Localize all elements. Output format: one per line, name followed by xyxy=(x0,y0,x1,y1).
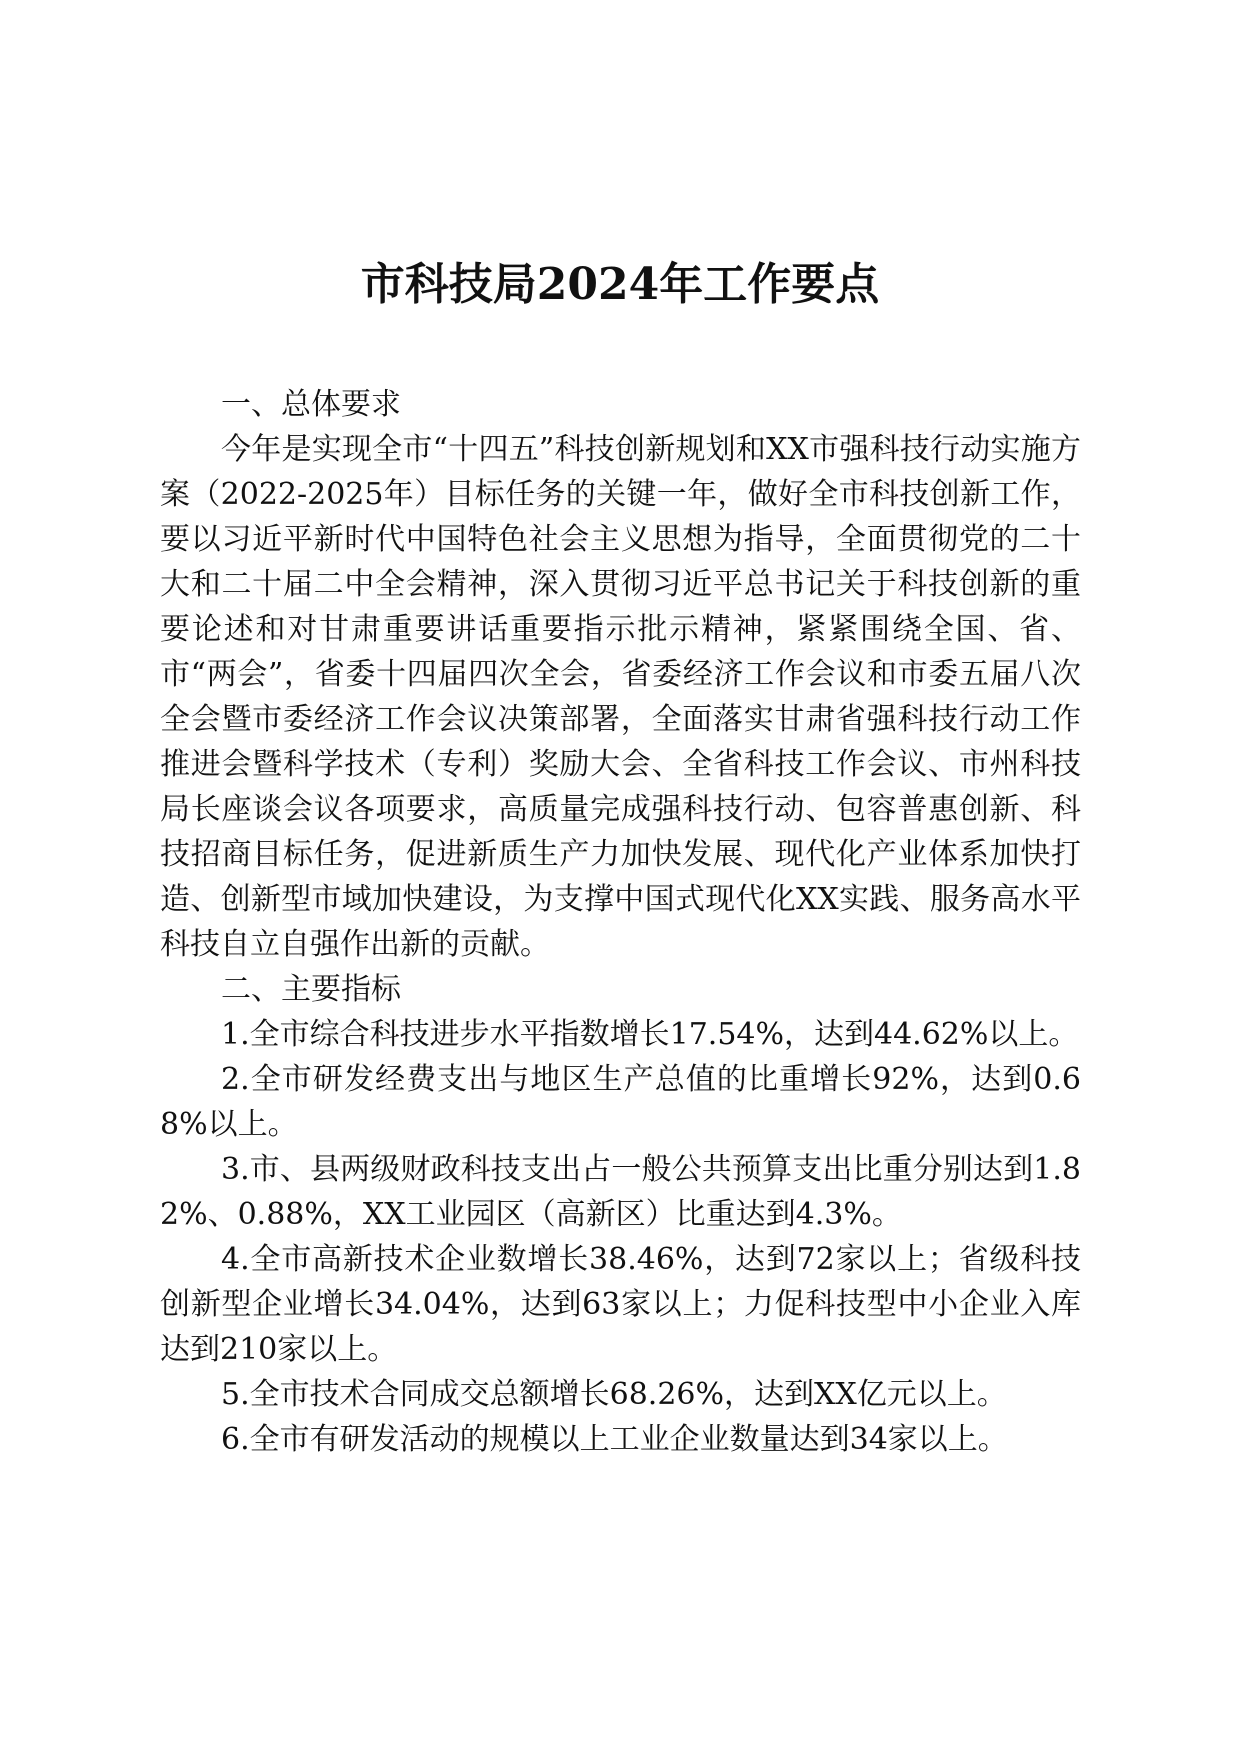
section-heading-general-requirements: 一、总体要求 xyxy=(221,387,401,422)
document-body xyxy=(160,382,1081,1462)
document-title: 市科技局2024年工作要点 xyxy=(360,259,880,310)
general-requirements-paragraph: 今年是实现全市“十四五”科技创新规划和XX市强科技行动实施方案（2022-2025年）目标任务的关键一年，做好全市科技创新工作，要以习近平新时代中国特色社会主义思想为指导，全面贯彻党的二十大和二十届二中全会精神，深入贯彻习近平总书记关于科技创新的重要论述和对甘肃重要讲话重要指示批示精神，紧紧围绕全国、省、市“两会”，省委十四届四次全会，省委经济工作会议和市委五届八次全会暨市委经济工作会议决策部署，全面落实甘肃省强科技行动工作推进会暨科学技术（专利）奖励大会、全省科技工作会议、市州科技局长座谈会议各项要求，高质量完成强科技行动、包容普惠创新、科技招商目标任务，促进新质生产力加快发展、现代化产业体系加快打造、创新型市域加快建设，为支撑中国式现代化XX实践、服务高水平科技自立自强作出新的贡献。 xyxy=(160,432,1081,962)
indicator-item: 2.全市研发经费支出与地区生产总值的比重增长92%，达到0.68%以上。 xyxy=(160,1062,1081,1142)
section-heading-main-indicators: 二、主要指标 xyxy=(221,972,401,1007)
indicator-item: 3.市、县两级财政科技支出占一般公共预算支出比重分别达到1.82%、0.88%，XX工业园区（高新区）比重达到4.3%。 xyxy=(160,1152,1081,1232)
indicator-item: 1.全市综合科技进步水平指数增长17.54%，达到44.62%以上。 xyxy=(221,1017,1079,1052)
indicator-item: 6.全市有研发活动的规模以上工业企业数量达到34家以上。 xyxy=(221,1422,1008,1457)
indicator-item: 5.全市技术合同成交总额增长68.26%，达到XX亿元以上。 xyxy=(221,1377,1007,1412)
indicator-item: 4.全市高新技术企业数增长38.46%，达到72家以上；省级科技创新型企业增长34.04%，达到63家以上；力促科技型中小企业入库达到210家以上。 xyxy=(160,1242,1081,1367)
